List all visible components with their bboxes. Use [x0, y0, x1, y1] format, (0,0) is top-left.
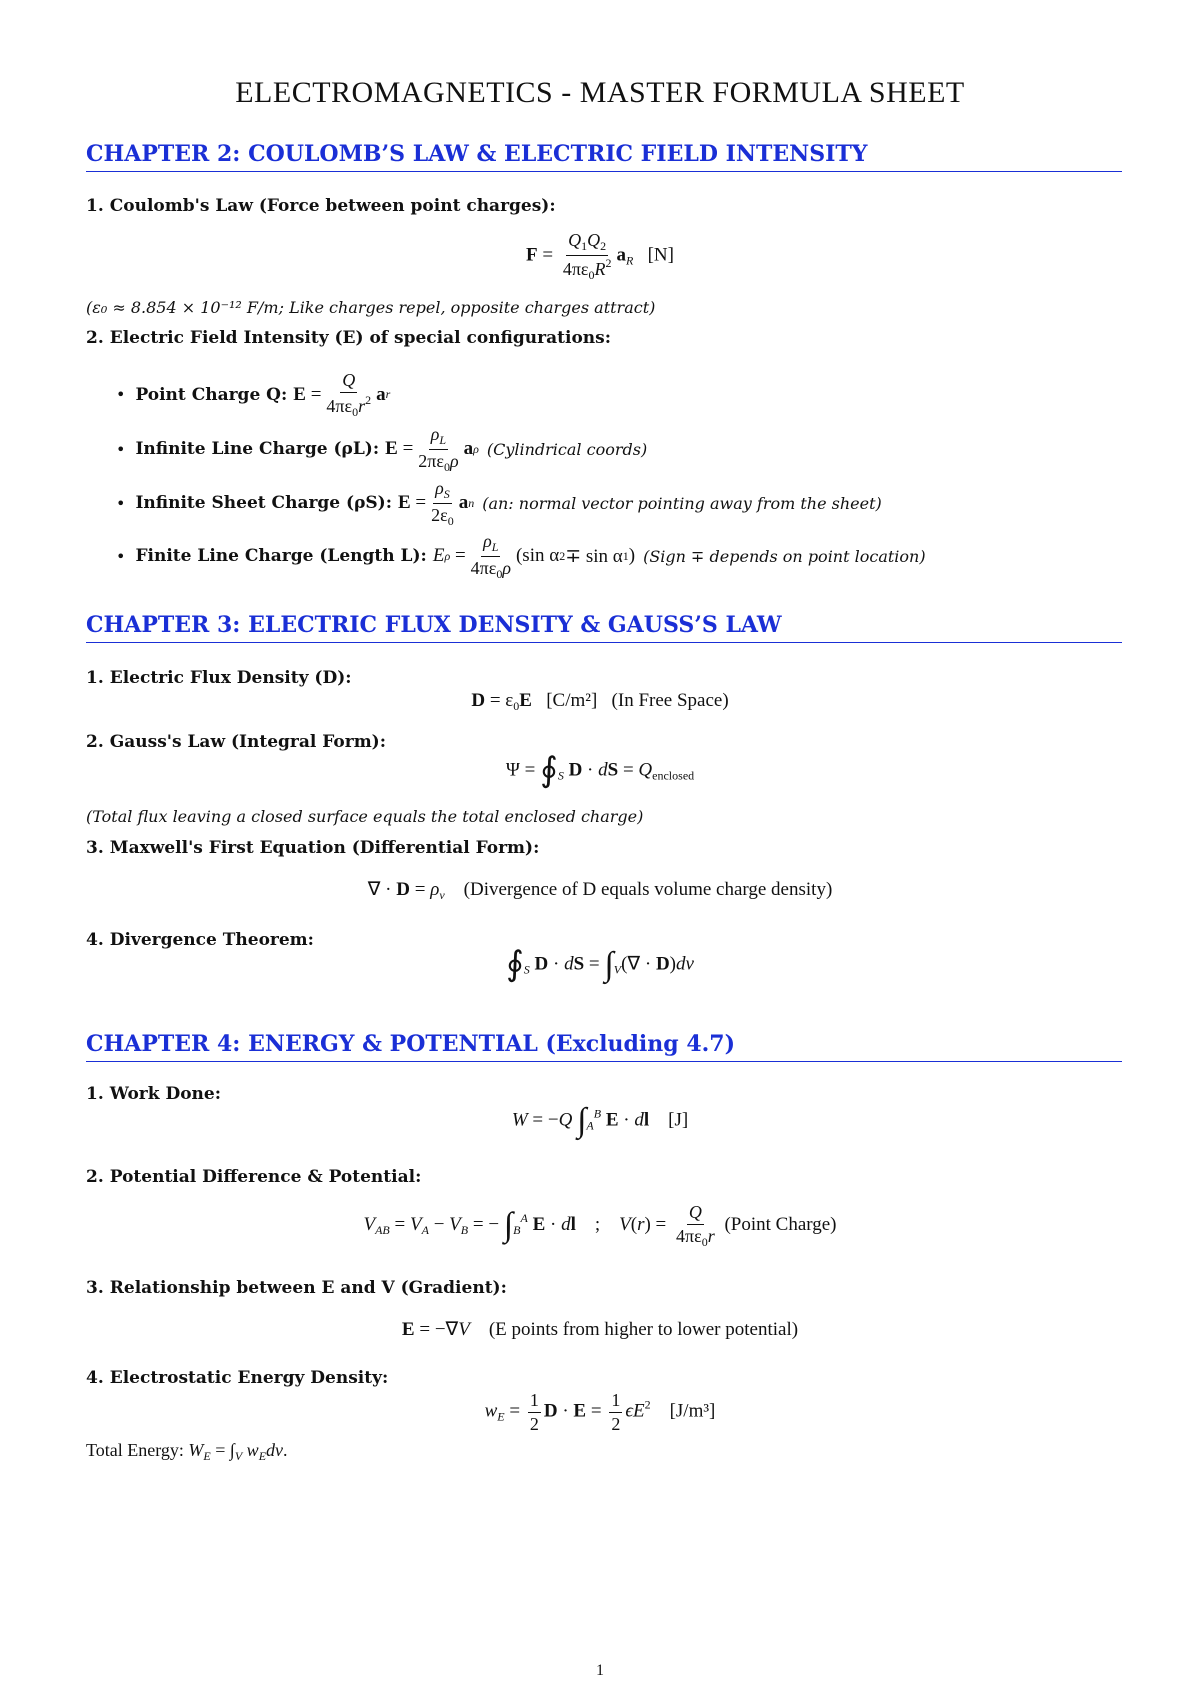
- bullet-dot: •: [116, 385, 126, 405]
- bullet-sheet-charge: [116, 478, 882, 529]
- bullet-point-charge: [116, 370, 390, 419]
- bullet-dot: •: [116, 439, 126, 459]
- gradient-equation: E = −∇V (E points from higher to lower potential): [401, 1319, 799, 1340]
- chapter-4-heading: CHAPTER 4: ENERGY & POTENTIAL (Excluding 4.7): [86, 1031, 1122, 1062]
- ch4-item-1: [86, 1084, 221, 1104]
- gauss-note: (Total flux leaving a closed surface equals the total enclosed charge): [86, 807, 644, 826]
- item-label: Maxwell's First Equation (Differential Form):: [109, 838, 540, 858]
- item-label: Divergence Theorem:: [109, 930, 314, 950]
- bullet-label: Infinite Sheet Charge (ρS):: [135, 493, 392, 514]
- ch4-item-3: [86, 1278, 507, 1298]
- item-number: 1.: [86, 196, 104, 216]
- force-unit: [N]: [647, 244, 674, 266]
- item-label: Gauss's Law (Integral Form):: [109, 732, 386, 752]
- gauss-law-equation: $\Psi = ∮_S$ D · dS = $Q_{enclosed}$: [505, 752, 695, 789]
- item-number: 4.: [86, 1368, 104, 1388]
- bullet-label: Finite Line Charge (Length L):: [135, 546, 427, 567]
- ch3-item-4: [86, 930, 314, 950]
- total-energy-label: Total Energy:: [86, 1440, 184, 1460]
- item-label: Potential Difference & Potential:: [109, 1167, 422, 1187]
- item-number: 3.: [86, 1278, 104, 1298]
- ch4-item-4: [86, 1368, 388, 1388]
- chapter-2-heading: CHAPTER 2: COULOMB’S LAW & ELECTRIC FIELD INTENSITY: [86, 141, 1122, 172]
- bullet-dot: •: [116, 493, 126, 513]
- item-label: Electrostatic Energy Density:: [109, 1368, 389, 1388]
- item-label: Electric Flux Density (D):: [109, 668, 352, 688]
- finite-line-formula: E ρ = $\frac{\rho_L}{4\pi\varepsilon_0\rho}$ (sin α 2 ∓ sin α 1 ): [432, 531, 636, 581]
- divergence-theorem-equation: $∮_S$ D · dS = $\int_V(\nabla \cdot D)dv$: [506, 946, 694, 983]
- item-label: Relationship between E and V (Gradient):: [109, 1278, 507, 1298]
- item-number: 4.: [86, 930, 104, 950]
- bullet-line-charge: [116, 424, 647, 475]
- item-number: 3.: [86, 838, 104, 858]
- item-number: 1.: [86, 668, 104, 688]
- ch3-item-3: [86, 838, 539, 858]
- point-charge-formula: E = $\frac{Q}{4\pi\varepsilon_0r^2}$ a r: [293, 370, 391, 419]
- item-label: Work Done:: [109, 1084, 221, 1104]
- work-done-equation: W = −Q $\int_A^B$ E · dl [J]: [511, 1102, 689, 1139]
- bullet-finite-line: [116, 531, 926, 582]
- document-title: ELECTROMAGNETICS - MASTER FORMULA SHEET: [235, 76, 965, 109]
- total-energy-line: Total Energy: $W_E = \int_V$ $w_Edv$.: [86, 1440, 288, 1463]
- ch2-item-2: [86, 328, 611, 348]
- work-unit: [J]: [668, 1109, 689, 1131]
- sheet-charge-formula: E = $\frac{\rho_S}{2\varepsilon_0}$ a n: [397, 478, 475, 528]
- bullet-note: (an: normal vector pointing away from the sheet): [482, 493, 882, 513]
- item-label: Coulomb's Law (Force between point charges):: [109, 196, 556, 216]
- item-label: Electric Field Intensity (E) of special configurations:: [109, 328, 611, 348]
- item-number: 1.: [86, 1084, 104, 1104]
- point-charge-note: (Point Charge): [724, 1214, 837, 1236]
- bullet-dot: •: [116, 546, 126, 566]
- energy-density-equation: $w_E$ = $\frac{1}{2}$ D · E = $\frac{1}{2}$ $\epsilon E^2$ [J/m³]: [484, 1390, 716, 1434]
- ch4-item-2: [86, 1167, 421, 1187]
- maxwell-first-equation: ∇ · $D = \rho_v$ (Divergence of D equals volume charge density): [367, 879, 833, 902]
- energy-unit: [J/m³]: [669, 1400, 716, 1422]
- bullet-label: Point Charge Q:: [135, 384, 288, 405]
- flux-unit: [C/m²]: [546, 690, 598, 711]
- ch3-item-2: [86, 732, 386, 752]
- maxwell-note: (Divergence of D equals volume charge density): [463, 879, 833, 900]
- line-charge-formula: E = $\frac{\rho_L}{2\pi\varepsilon_0\rho}$ a ρ: [385, 424, 479, 474]
- ch3-item-1: [86, 668, 352, 688]
- flux-density-equation: $D = \varepsilon_0E$ [C/m²] (In Free Space): [471, 690, 729, 713]
- item-number: 2.: [86, 328, 104, 348]
- potential-difference-equation: $V_{AB} = V_A - V_B$ = − $\int_B^A$ E · dl ; V(r) = $\frac{Q}{4\pi\varepsilon_0r}$ (Point Charge): [363, 1202, 837, 1249]
- item-number: 2.: [86, 1167, 104, 1187]
- bullet-label: Infinite Line Charge (ρL):: [135, 439, 380, 460]
- permittivity-note: (ε₀ ≈ 8.854 × 10⁻¹² F/m; Like charges repel, opposite charges attract): [86, 298, 656, 317]
- bullet-note: (Cylindrical coords): [486, 439, 648, 459]
- ch2-item-1: [86, 196, 556, 216]
- flux-note: (In Free Space): [611, 690, 729, 711]
- item-number: 2.: [86, 732, 104, 752]
- gradient-note: (E points from higher to lower potential): [488, 1319, 799, 1340]
- chapter-3-heading: CHAPTER 3: ELECTRIC FLUX DENSITY & GAUSS’S LAW: [86, 612, 1122, 643]
- coulomb-law-equation: F = $\frac{Q_1Q_2}{4\pi\varepsilon_0R^2}$ $a_R$ [N]: [526, 230, 674, 282]
- bullet-note: (Sign ∓ depends on point location): [643, 546, 926, 566]
- page-number: 1: [596, 1662, 604, 1679]
